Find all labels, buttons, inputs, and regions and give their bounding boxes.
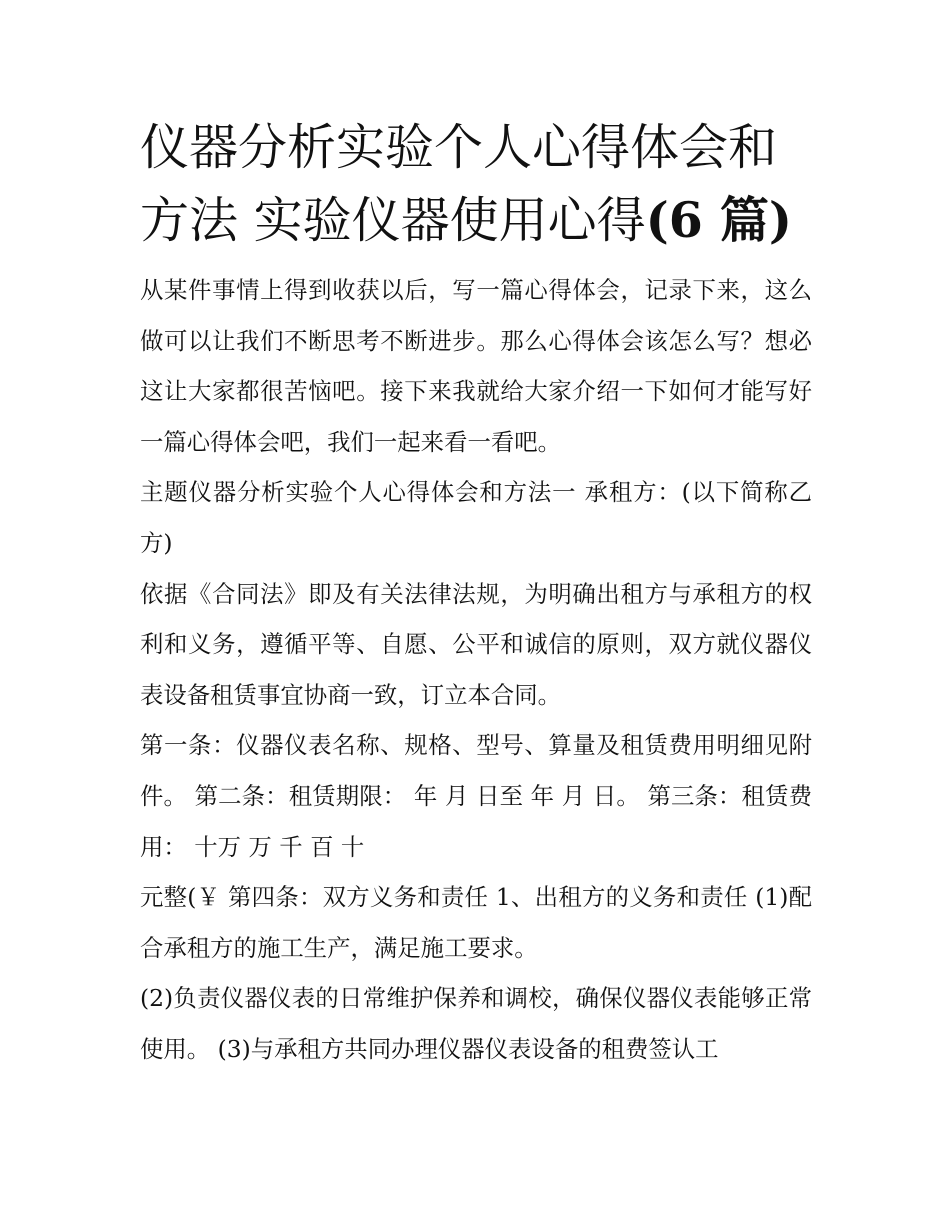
topic-paragraph: 主题仪器分析实验个人心得体会和方法一 承租方：(以下简称乙方) <box>140 478 812 557</box>
contract-basis-paragraph: 依据《合同法》即及有关法律法规，为明确出租方与承租方的权利和义务，遵循平等、自愿、公平和诚信的原则，双方就仪器仪表设备租赁事宜协商一致，订立本合同。 <box>140 579 812 709</box>
document-body <box>140 265 812 1075</box>
document-title <box>140 112 812 257</box>
maintenance-paragraph: (2)负责仪器仪表的日常维护保养和调校，确保仪器仪表能够正常使用。 (3)与承租方共同办理仪器仪表设备的租费签认工 <box>140 984 812 1063</box>
intro-paragraph: 从某件事情上得到收获以后，写一篇心得体会，记录下来，这么做可以让我们不断思考不断进步。那么心得体会该怎么写？想必这让大家都很苦恼吧。接下来我就给大家介绍一下如何才能写好一篇心得体会吧，我们一起来看一看吧。 <box>140 276 812 456</box>
fee-and-duties-paragraph: 元整(￥ 第四条：双方义务和责任 1、出租方的义务和责任 (1)配合承租方的施工生产，满足施工要求。 <box>140 883 812 962</box>
contract-terms-paragraph: 第一条：仪器仪表名称、规格、型号、算量及租赁费用明细见附件。 第二条：租赁期限： 年 月 日至 年 月 日。 第三条：租赁费用： 十万 万 千 百 十 <box>140 731 812 861</box>
document-page <box>140 112 812 1075</box>
document-title-count: (6 篇) <box>645 191 793 249</box>
document-title-main: 仪器分析实验个人心得体会和方法 实验仪器使用心得 <box>140 119 778 249</box>
